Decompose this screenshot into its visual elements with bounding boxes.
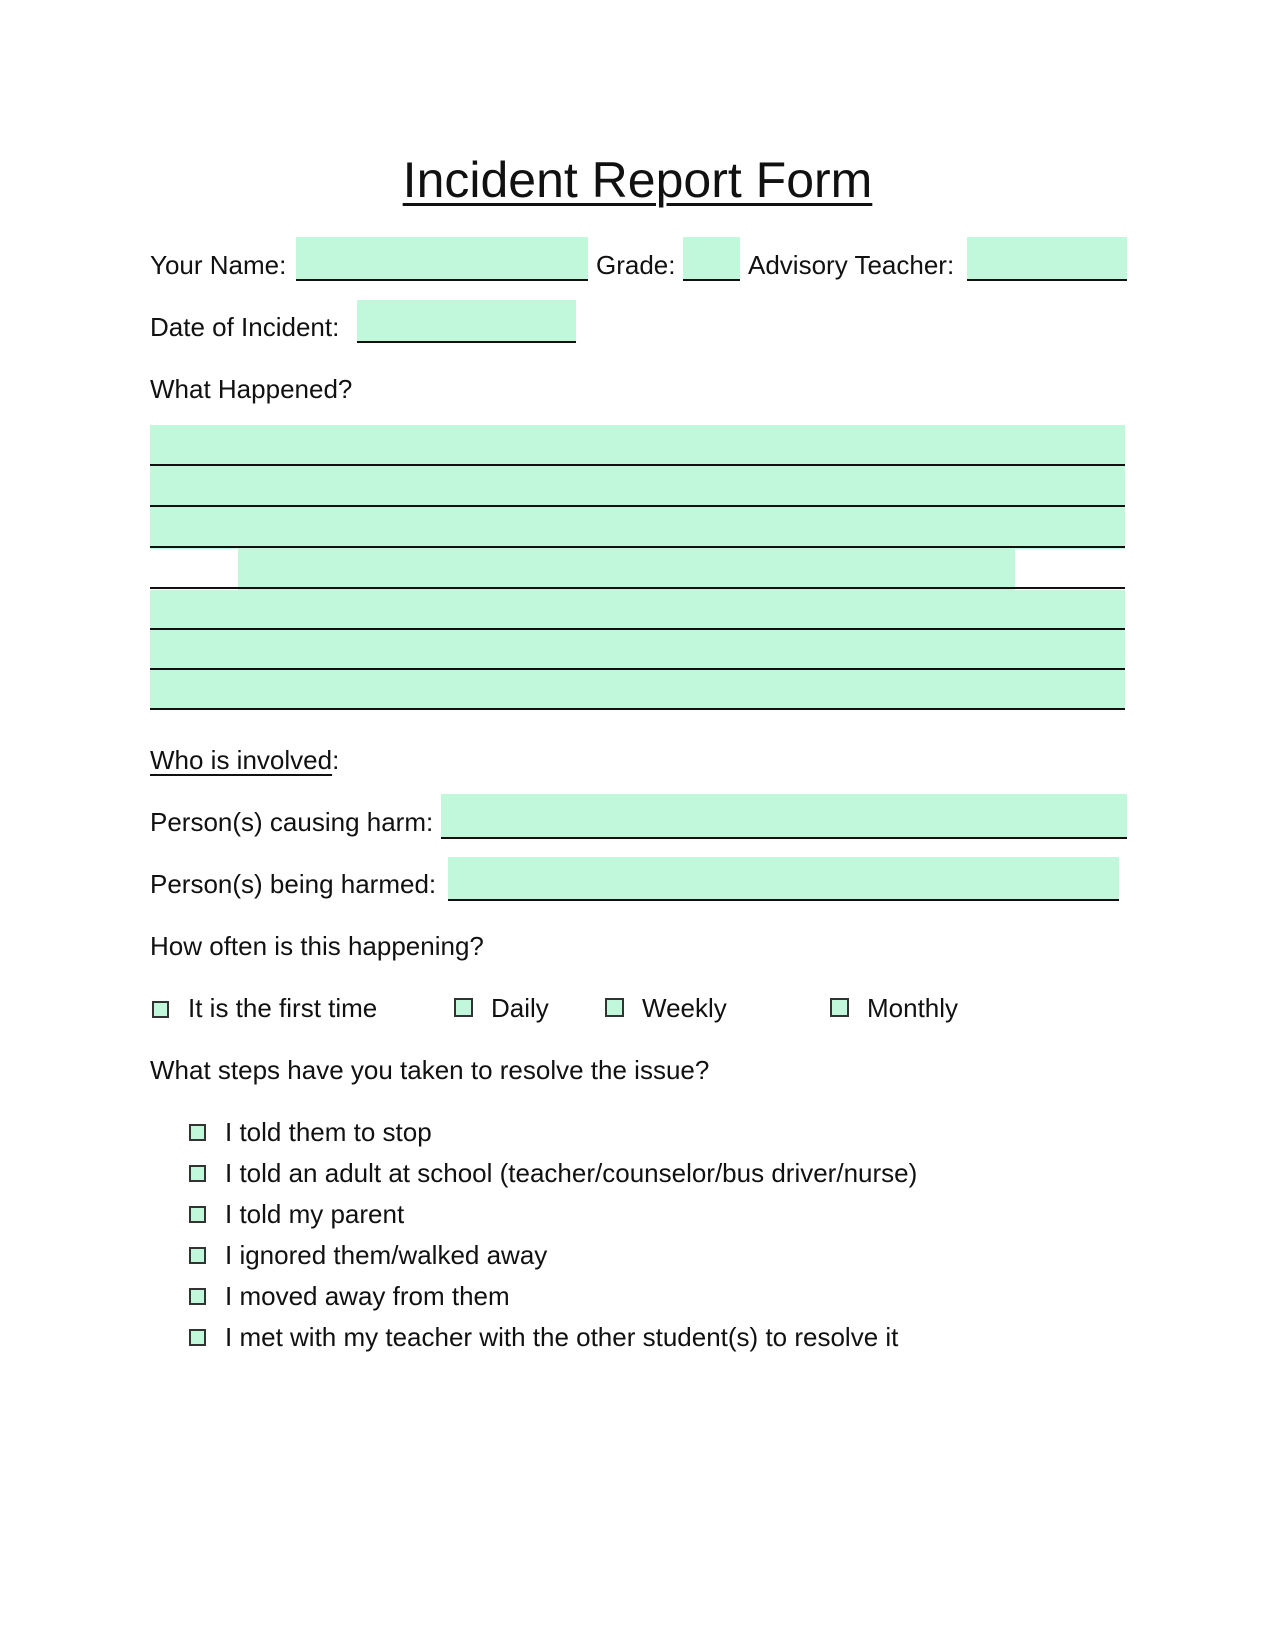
first-time-label: It is the first time (188, 993, 378, 1023)
step-label: I ignored them/walked away (225, 1240, 548, 1270)
how-often-label: How often is this happening? (150, 931, 484, 961)
what-happened-label: What Happened? (150, 374, 353, 404)
grade-label: Grade: (596, 250, 676, 280)
name-field[interactable] (296, 237, 588, 281)
grade-field[interactable] (683, 237, 740, 281)
who-involved-heading (150, 744, 339, 776)
being-harmed-field[interactable] (448, 857, 1119, 901)
steps-label: What steps have you taken to resolve the issue? (150, 1055, 710, 1085)
date-label: Date of Incident: (150, 312, 340, 342)
step-checkbox[interactable] (189, 1247, 206, 1264)
page-title-text: Incident Report Form (402, 152, 873, 208)
monthly-checkbox[interactable] (830, 998, 849, 1017)
daily-checkbox[interactable] (454, 998, 473, 1017)
who-involved-colon: : (332, 745, 340, 775)
first-time-checkbox[interactable] (152, 1001, 169, 1018)
step-label: I told an adult at school (teacher/counselor/bus driver/nurse) (225, 1158, 918, 1188)
causing-harm-field[interactable] (441, 794, 1127, 839)
step-checkbox[interactable] (189, 1288, 206, 1305)
page-title (0, 152, 1275, 208)
step-label: I told my parent (225, 1199, 405, 1229)
step-label: I told them to stop (225, 1117, 432, 1147)
monthly-label: Monthly (867, 993, 959, 1023)
advisory-teacher-field[interactable] (967, 237, 1127, 281)
what-happened-area (150, 422, 1125, 710)
step-label: I moved away from them (225, 1281, 510, 1311)
who-involved-label: Who is involved (150, 745, 333, 775)
daily-label: Daily (491, 993, 549, 1023)
weekly-label: Weekly (642, 993, 727, 1023)
name-label: Your Name: (150, 250, 287, 280)
advisory-teacher-label: Advisory Teacher: (748, 250, 955, 280)
step-checkbox[interactable] (189, 1206, 206, 1223)
date-of-incident-field[interactable] (357, 300, 576, 343)
step-checkbox[interactable] (189, 1165, 206, 1182)
being-harmed-label: Person(s) being harmed: (150, 869, 437, 899)
step-checkbox[interactable] (189, 1124, 206, 1141)
weekly-checkbox[interactable] (605, 998, 624, 1017)
what-happened-input[interactable] (150, 422, 1125, 710)
causing-harm-label: Person(s) causing harm: (150, 807, 434, 837)
step-checkbox[interactable] (189, 1329, 206, 1346)
step-label: I met with my teacher with the other student(s) to resolve it (225, 1322, 899, 1352)
